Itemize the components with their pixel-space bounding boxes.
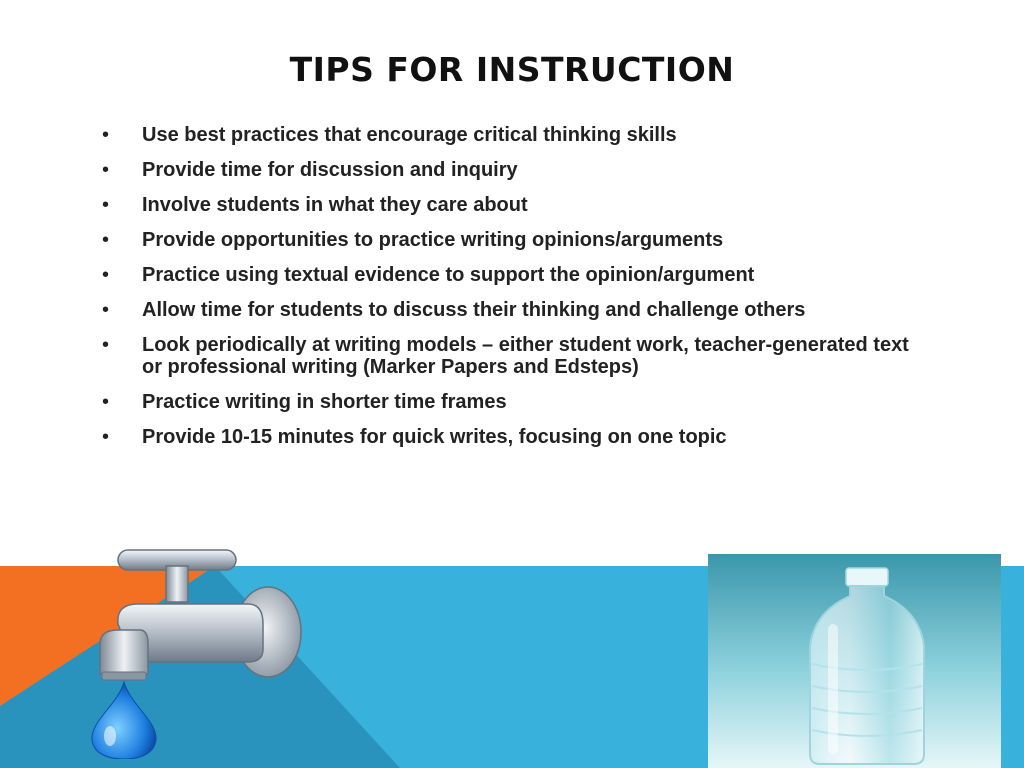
bullet-item: • Provide 10-15 minutes for quick writes, focusing on one topic xyxy=(100,426,930,448)
bullet-item: • Allow time for students to discuss their thinking and challenge others xyxy=(100,299,930,321)
bullet-item: • Practice writing in shorter time frames xyxy=(100,391,930,413)
bullet-item: • Provide opportunities to practice writing opinions/arguments xyxy=(100,229,930,251)
water-bottle-icon xyxy=(708,554,1001,768)
bullet-item: • Practice using textual evidence to support the opinion/argument xyxy=(100,264,930,286)
bullet-item: • Look periodically at writing models – either student work, teacher-generated text or professional writing (Marker Papers and Edsteps) xyxy=(100,334,930,378)
bullet-item: • Provide time for discussion and inquiry xyxy=(100,159,930,181)
slide-title: TIPS FOR INSTRUCTION xyxy=(289,50,735,89)
faucet-stem xyxy=(166,566,188,602)
bottle-body xyxy=(810,586,924,764)
bullet-list xyxy=(100,124,930,461)
bullet-item: • Use best practices that encourage critical thinking skills xyxy=(100,124,930,146)
faucet-spout xyxy=(100,630,148,674)
bottle-cap xyxy=(846,568,888,586)
water-drop xyxy=(92,682,156,759)
bullet-item: • Involve students in what they care about xyxy=(100,194,930,216)
faucet-icon xyxy=(78,544,308,759)
